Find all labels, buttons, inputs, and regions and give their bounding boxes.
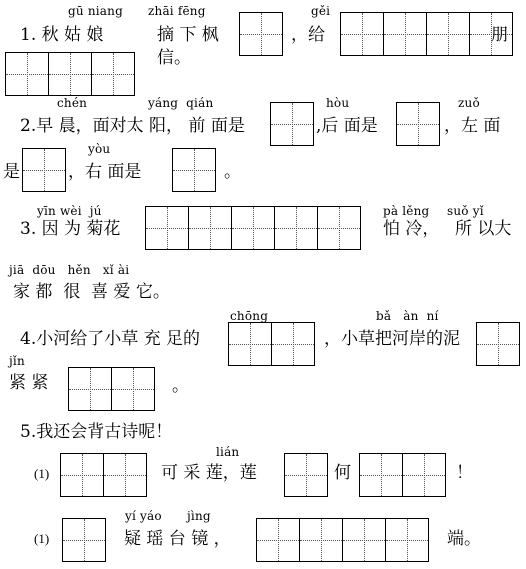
q2-blank-qian[interactable] — [270, 102, 314, 146]
q3-blank-juhua[interactable] — [145, 206, 361, 250]
q1-text-comma: ，给 — [291, 25, 325, 45]
pinyin-jing: jìng — [187, 509, 211, 523]
pinyin-hou: hòu — [326, 96, 350, 110]
pinyin-gei: gěi — [311, 4, 331, 18]
q5-line2-num: (1) — [34, 531, 50, 546]
q3-text-c: 所 以大 — [455, 219, 512, 239]
q2-text-shi: 是 — [3, 162, 20, 182]
q5-line2-end: 端。 — [447, 529, 481, 549]
q2-blank-zuo[interactable] — [22, 148, 66, 192]
pinyin-zhai-feng: zhāi fēng — [148, 4, 206, 18]
q1-text-a: 1. 秋 姑 娘 — [20, 25, 104, 45]
pinyin-jin: jǐn — [9, 354, 25, 368]
pinyin-yang-qian: yáng qián — [148, 96, 214, 110]
pinyin-chen: chén — [57, 96, 88, 110]
q2-text-c: ，左 面 — [444, 116, 501, 136]
pinyin-ba-an-ni: bǎ àn ní — [376, 309, 439, 323]
q5-line2-a: 疑 瑶 台 镜 ， — [124, 529, 231, 549]
pinyin-yi-yao: yí yáo — [125, 509, 162, 523]
q4-text-end: 。 — [172, 376, 189, 396]
q1-text-peng: 朋 — [491, 25, 508, 45]
q1-text-b: 摘 下 枫 — [157, 25, 219, 45]
q4-text-b: ，小草把河岸的泥 — [324, 329, 460, 349]
q3-text-d: 家 都 很 喜 爱 它。 — [13, 282, 170, 302]
pinyin-lian: lián — [216, 445, 240, 459]
q4-blank-chongzu[interactable] — [228, 322, 315, 366]
q5-blank-line2-a[interactable] — [62, 518, 106, 562]
q5-title: 5.我还会背古诗呢！ — [20, 422, 173, 442]
pinyin-jia-dou: jiā dōu hěn xǐ ài — [9, 263, 130, 277]
q4-text-a: 4.小河给了小草 充 足的 — [20, 329, 201, 349]
q3-text-b: 怕 冷， — [383, 219, 440, 239]
q1-blank-feng[interactable] — [239, 12, 283, 56]
pinyin-yin-wei-ju: yīn wèi jú — [37, 204, 102, 218]
q1-blank-line2[interactable] — [5, 52, 135, 96]
q5-blank-line2-b[interactable] — [256, 518, 429, 562]
q2-blank-you[interactable] — [172, 148, 216, 192]
pinyin-suo-yi: suǒ yǐ — [447, 204, 484, 218]
q2-text-d: ，右 面是 — [68, 162, 142, 182]
q1-blank-gei[interactable] — [340, 12, 513, 56]
pinyin-you: yòu — [88, 142, 111, 156]
q2-text-a: 2.早 晨，面对太 阳， 前 面是 — [20, 116, 245, 136]
q4-text-c: 紧 紧 — [9, 373, 49, 393]
pinyin-pa-leng: pà lěng — [383, 204, 430, 218]
q5-blank-line1-c[interactable] — [359, 453, 446, 497]
q2-text-b: ,后 面是 — [316, 116, 378, 136]
q1-text-xin: 信。 — [157, 48, 191, 68]
q5-line1-num: (1) — [34, 466, 50, 481]
q5-line1-end: ！ — [456, 463, 473, 483]
q4-blank-ni[interactable] — [476, 322, 520, 366]
q3-text-a: 3. 因 为 菊花 — [20, 219, 121, 239]
q4-blank-jinjin[interactable] — [68, 367, 155, 411]
q5-blank-line1-a[interactable] — [60, 453, 147, 497]
pinyin-gu-niang: gū niang — [68, 4, 123, 18]
q5-line1-a: 可 采 莲，莲 — [161, 463, 257, 483]
q5-line1-he: 何 — [334, 463, 351, 483]
pinyin-zuo: zuǒ — [458, 96, 480, 110]
q2-text-end: 。 — [224, 162, 241, 182]
q5-blank-line1-b[interactable] — [284, 453, 328, 497]
q2-blank-hou[interactable] — [396, 102, 440, 146]
pinyin-chong: chōng — [230, 309, 269, 323]
